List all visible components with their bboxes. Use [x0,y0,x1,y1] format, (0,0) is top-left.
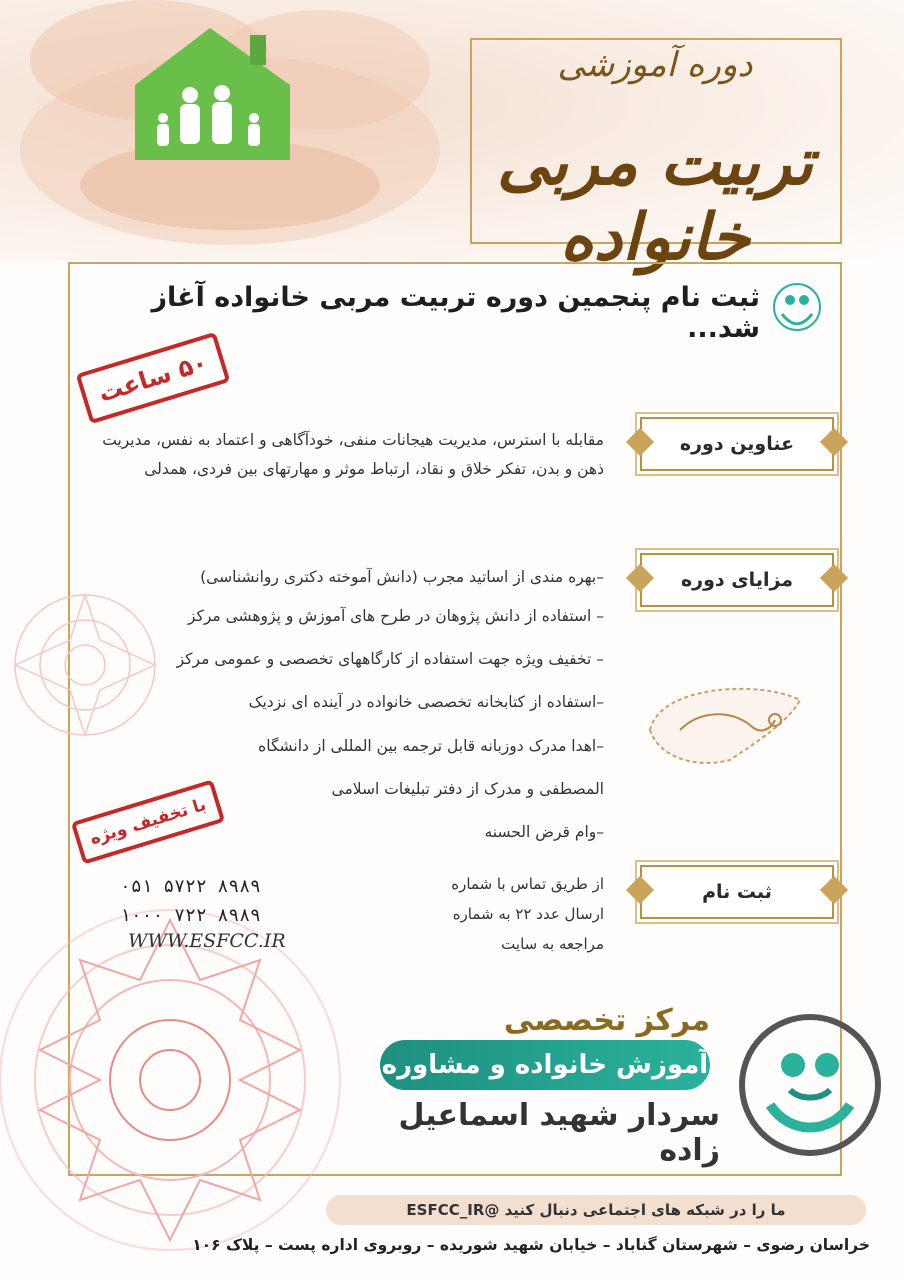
benefit-item: – استفاده از دانش پژوهان در طرح های آموزش و پژوهشی مرکز [187,607,604,625]
title-small: دوره آموزشی [557,45,753,85]
register-line: ارسال عدد ۲۲ به شماره [452,905,604,923]
center-pill: آموزش خانواده و مشاوره [380,1040,710,1090]
register-line: مراجعه به سایت [501,935,604,953]
discount-stamp: با تخفیف ویژه [71,779,225,864]
register-line: از طریق تماس با شماره [451,875,604,893]
social-bar[interactable]: ما را در شبکه های اجتماعی دنبال کنید @ESFCC_IR [326,1195,866,1225]
hours-stamp: ۵۰ ساعت [76,332,231,424]
center-logo-small [772,282,822,332]
benefit-item: –استفاده از کتابخانه تخصصی خانواده در آینده ای نزدیک [248,693,604,711]
benefit-item: المصطفی و مدرک از دفتر تبلیغات اسلامی [331,780,604,798]
hands-house-image [0,0,460,250]
website-link[interactable]: WWW.ESFCC.IR [128,930,286,952]
center-title: مرکز تخصصی [503,1003,710,1038]
page-title: تربیت مربی خانواده [496,125,814,275]
benefit-item: –اهدا مدرک دوزبانه قابل ترجمه بین المللی از دانشگاه [258,737,604,755]
sms-number[interactable]: ۱۰۰۰ ۷۲۲ ۸۹۸۹ [120,905,261,926]
benefit-item: –وام قرض الحسنه [484,823,604,841]
topics-label: عناوین دوره [640,417,834,471]
benefits-label: مزایای دوره [640,553,834,607]
address: خراسان رضوی – شهرستان گناباد – خیابان شهید شوریده – روبروی اداره پست – پلاک ۱۰۶ [192,1236,870,1254]
phone-number[interactable]: ۰۵۱ ۵۷۲۲ ۸۹۸۹ [120,876,261,897]
register-label: ثبت نام [640,865,834,919]
benefit-item: – تخفیف ویژه جهت استفاده از کارگاههای تخصصی و عمومی مرکز [176,650,604,668]
headline: ثبت نام پنجمین دوره تربیت مربی خانواده آغاز شد... [151,282,760,344]
paisley-ornament [640,680,810,770]
center-name: سردار شهید اسماعیل زاده [398,1098,720,1168]
benefit-item: –بهره مندی از اساتید مجرب (دانش آموخته دکتری روانشناسی) [200,568,604,586]
topics-text: مقابله با استرس، مدیریت هیجانات منفی، خودآگاهی و اعتماد به نفس، مدیریت ذهن و بدن، تفکر خلاق و نقاد، ارتباط موثر و مهارتهای بین فردی، همدلی [102,431,604,478]
center-logo [735,1010,885,1160]
